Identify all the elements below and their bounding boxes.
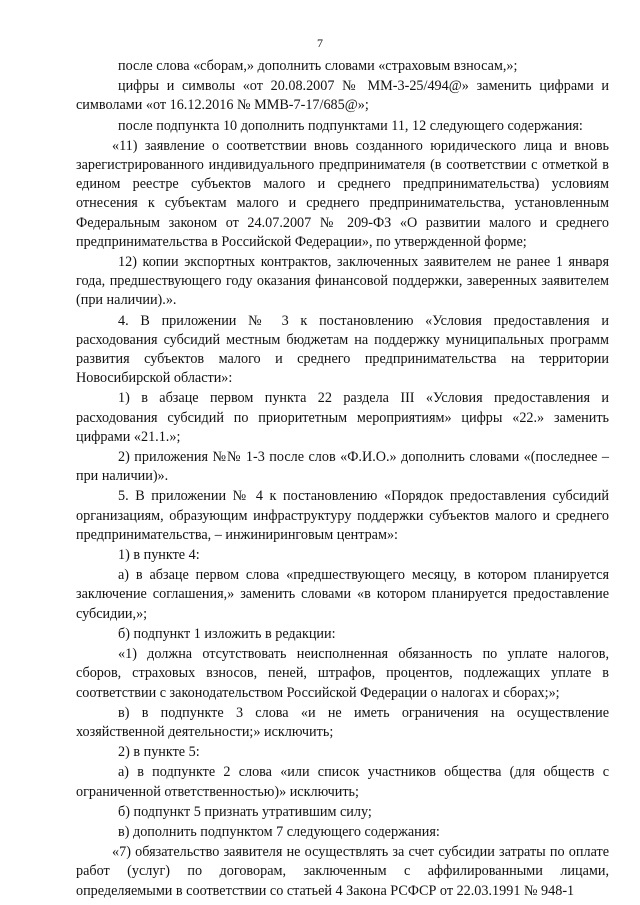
document-body [76, 57, 609, 901]
paragraph: 1) в пункте 4: [118, 547, 200, 564]
paragraph: 2) приложения №№ 1-3 после слов «Ф.И.О.» дополнить словами «(последнее – при наличии)». [76, 449, 609, 485]
paragraph: после слова «сборам,» дополнить словами «страховым взносам,»; [118, 58, 518, 74]
paragraph: в) дополнить подпунктом 7 следующего содержания: [118, 823, 440, 840]
paragraph: 4. В приложении № 3 к постановлению «Условия предоставления и расходования субсидий местным бюджетам на поддержку муниципальных программ развития субъектов малого и среднего предпринимательства на территории Новосибирской области»: [76, 312, 609, 387]
page-number: 7 [317, 36, 323, 50]
paragraph: в) в подпункте 3 слова «и не иметь ограничения на осуществление хозяйственной деятельности;» исключить; [76, 704, 609, 740]
paragraph: 1) в абзаце первом пункта 22 раздела III «Условия предоставления и расходования субсидий по приоритетным мероприятиям» цифры «22.» заменить цифрами «21.1.»; [76, 390, 609, 445]
paragraph: цифры и символы «от 20.08.2007 № ММ-3-25/494@» заменить цифрами и символами «от 16.12.2016 № ММВ-7-17/685@»; [76, 78, 609, 114]
paragraph: а) в абзаце первом слова «предшествующего месяцу, в котором планируется заключение соглашения,» заменить словами «в котором планируется предоставление субсидии,»; [76, 567, 609, 622]
paragraph: 12) копии экспортных контрактов, заключенных заявителем не ранее 1 января года, предшествующего году оказания финансовой поддержки, заверенных заявителем (при наличии).». [76, 254, 609, 309]
paragraph: а) в подпункте 2 слова «или список участников общества (для обществ с ограниченной ответственностью)» исключить; [76, 764, 609, 800]
paragraph: 5. В приложении № 4 к постановлению «Порядок предоставления субсидий организациям, образующим инфраструктуру поддержки субъектов малого и среднего предпринимательства, – инжиниринговым центрам»: [76, 488, 609, 543]
paragraph: «11) заявление о соответствии вновь созданного юридического лица и вновь зарегистрированного индивидуального предпринимателя (в соответствии с отметкой в едином реестре субъектов малого и среднего предпринимательства) условиям отнесения к субъектам малого и среднего предпринимательства, установленным Федеральным законом от 24.07.2007 № 209-ФЗ «О развитии малого и среднего предпринимательства в Российской Федерации», по утвержденной форме; [76, 137, 609, 250]
paragraph: б) подпункт 1 изложить в редакции: [118, 625, 336, 642]
paragraph: б) подпункт 5 признать утратившим силу; [118, 803, 372, 820]
paragraph: после подпункта 10 дополнить подпунктами 11, 12 следующего содержания: [118, 117, 583, 134]
paragraph: «7) обязательство заявителя не осуществлять за счет субсидии затраты по оплате работ (услуг) по договорам, заключенным с аффилированными лицами, определяемыми в соответствии со статьей 4 Закона РСФСР от 22.03.1991 № 948-1 [76, 844, 609, 899]
paragraph: «1) должна отсутствовать неисполненная обязанность по уплате налогов, сборов, страховых взносов, пеней, штрафов, процентов, подлежащих уплате в соответствии с законодательством Российской Федерации о налогах и сборах;»; [76, 646, 609, 701]
paragraph: 2) в пункте 5: [118, 744, 200, 761]
